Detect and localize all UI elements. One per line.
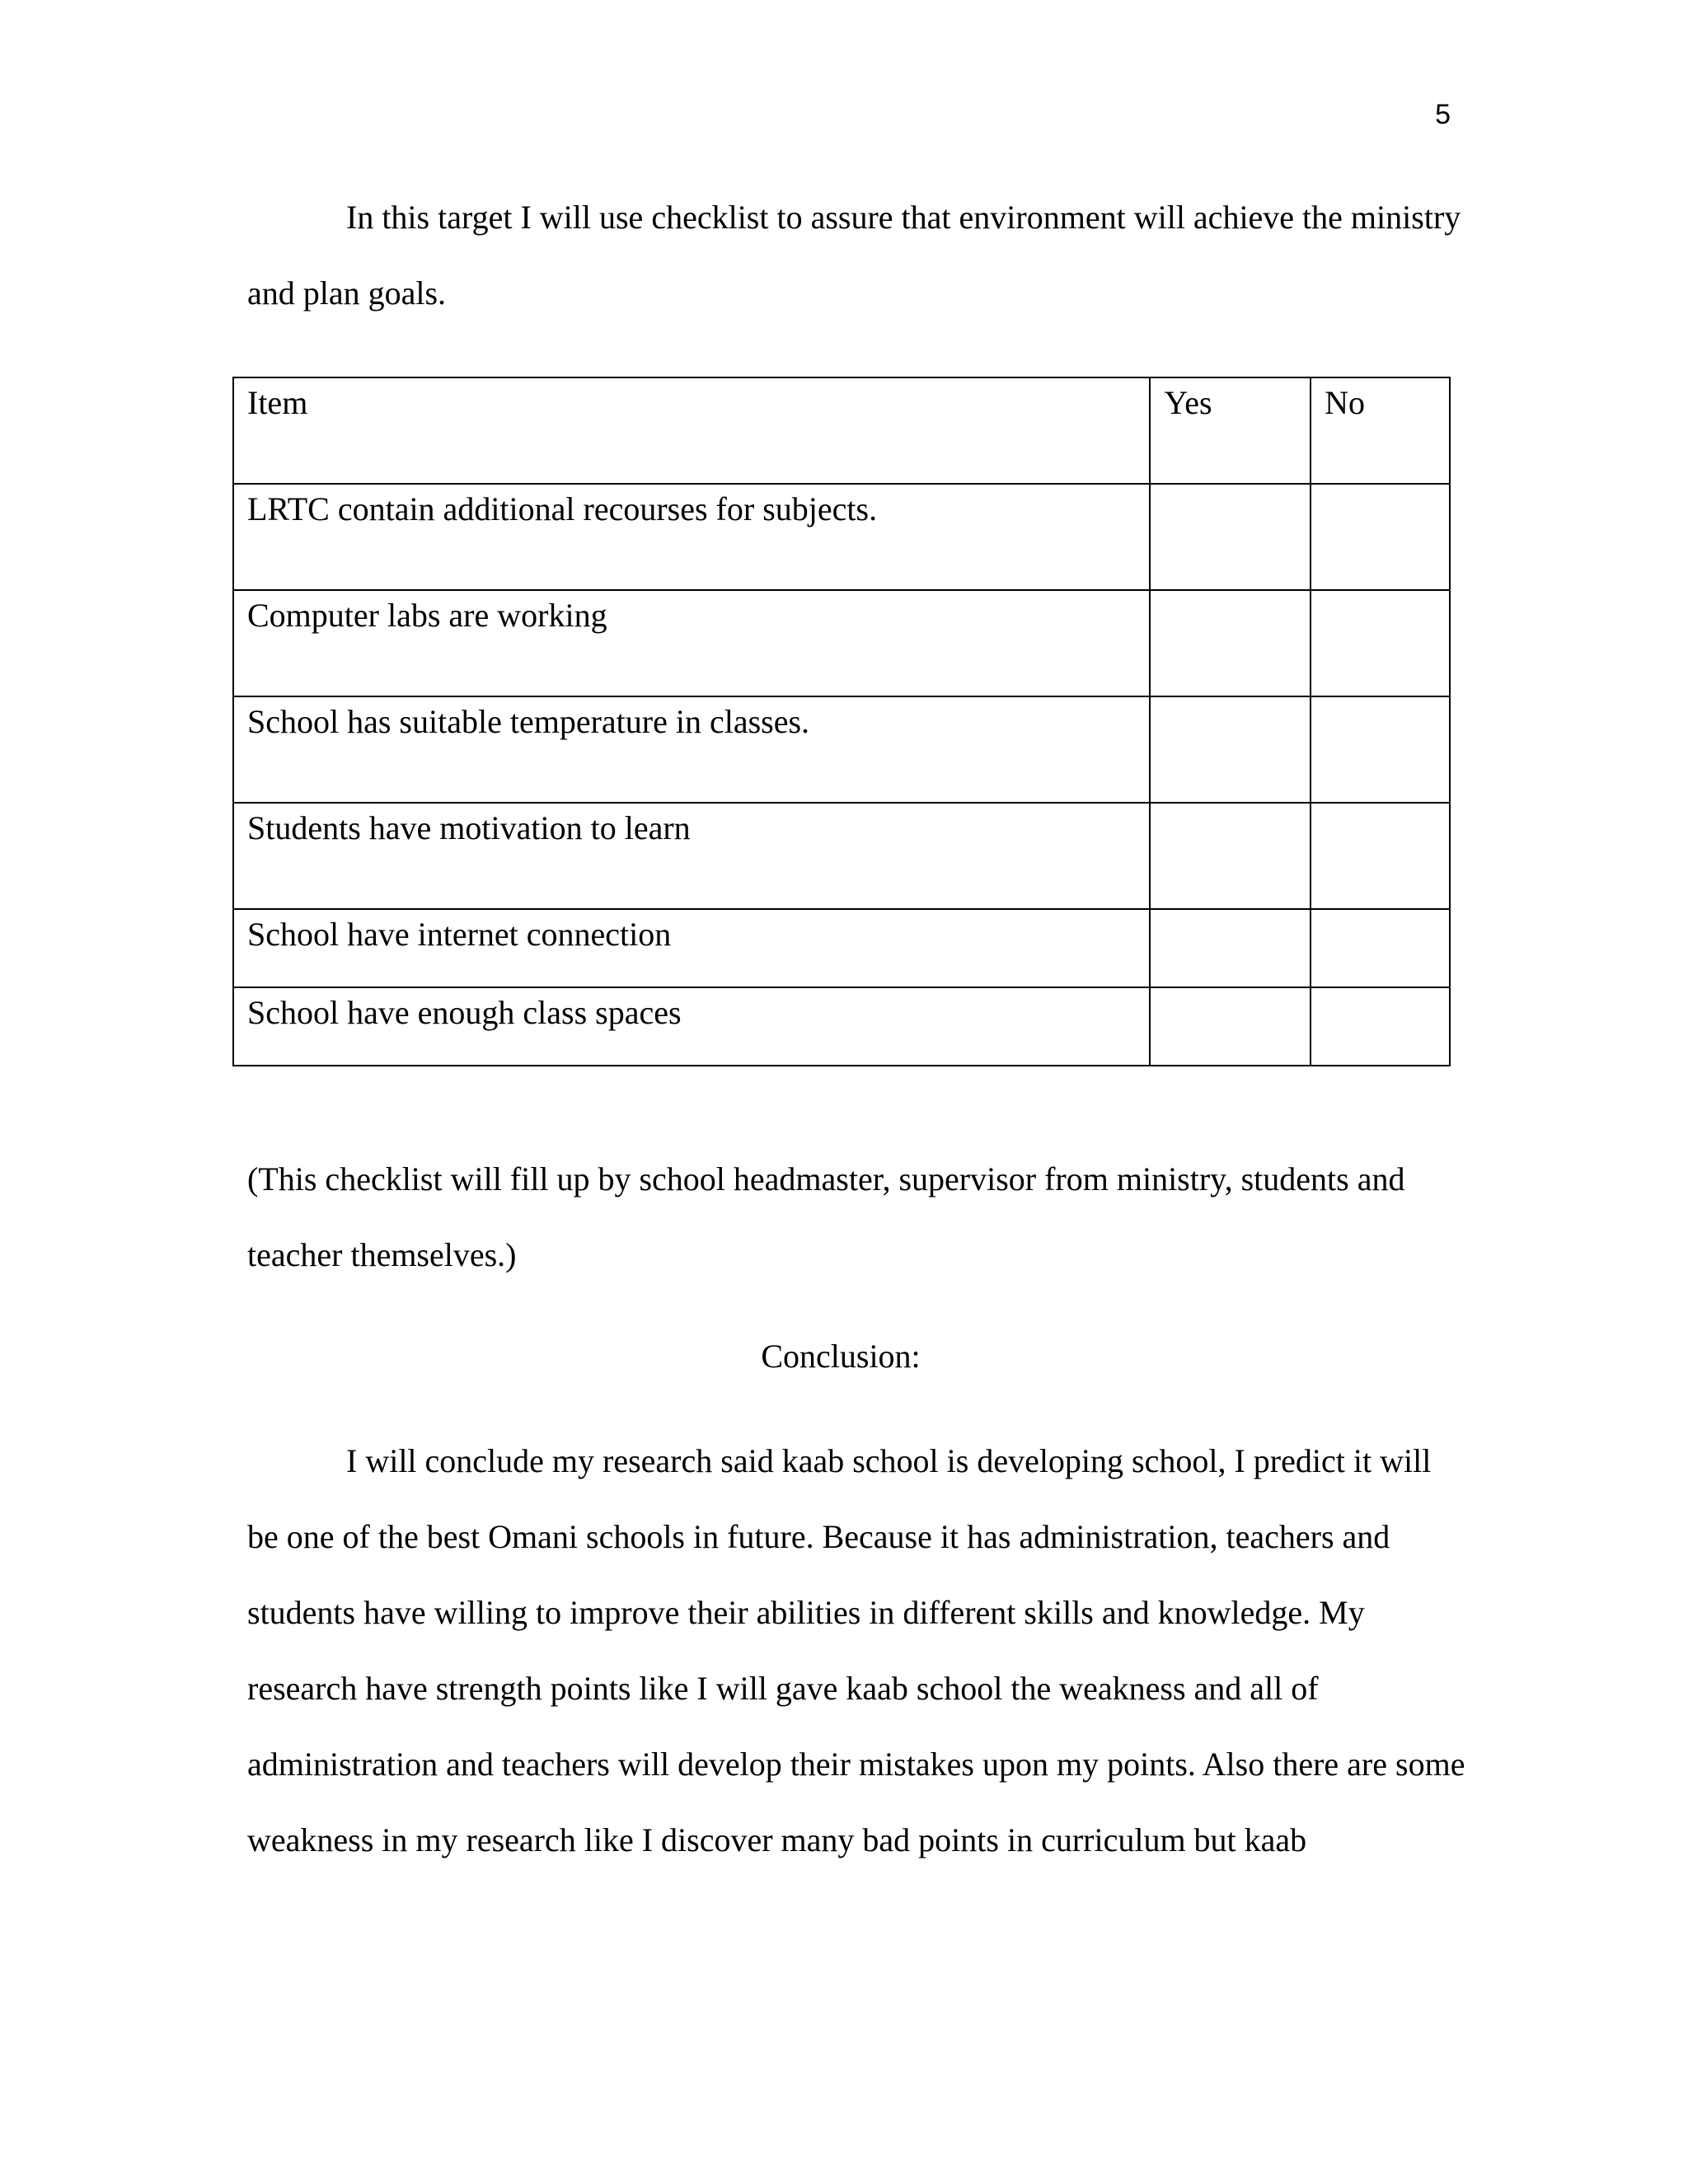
header-yes: Yes [1150,377,1311,484]
intro-paragraph: In this target I will use checklist to assure that environment will achieve the ministry and plan goals. [247,199,1461,312]
checklist-note: (This checklist will fill up by school headmaster, supervisor from ministry, students and teacher themselves.) [247,1160,1405,1273]
table-row [233,484,1450,590]
table-row [233,590,1450,696]
table-row [233,803,1450,909]
row-item-cell: LRTC contain additional recourses for subjects. [233,484,1150,590]
conclusion-paragraph: I will conclude my research said kaab school is developing school, I predict it will be one of the best Omani schools in future. Because it has administration, teachers and students have willing to improve their abilities in different skills and knowledge. My research have strength points like I will gave kaab school the weakness and all of administration and teachers will develop their mistakes upon my points. Also there are some weakness in my research like I discover many bad points in curriculum but kaab [247,1442,1465,1858]
row-no-cell [1311,696,1450,803]
checklist-table [232,377,1451,1066]
row-no-cell [1311,590,1450,696]
conclusion-heading: Conclusion: [761,1338,921,1375]
row-item-cell: Computer labs are working [233,590,1150,696]
row-no-cell [1311,909,1450,987]
row-item-cell: School has suitable temperature in classes. [233,696,1150,803]
row-item-cell: School have internet connection [233,909,1150,987]
row-yes-cell [1150,909,1311,987]
table-row [233,909,1450,987]
table-row [233,987,1450,1066]
row-item-cell: School have enough class spaces [233,987,1150,1066]
row-yes-cell [1150,484,1311,590]
row-no-cell [1311,484,1450,590]
header-item: Item [233,377,1150,484]
table-row [233,696,1450,803]
row-no-cell [1311,803,1450,909]
row-yes-cell [1150,590,1311,696]
row-no-cell [1311,987,1450,1066]
page-number: 5 [1435,99,1451,130]
row-yes-cell [1150,696,1311,803]
row-yes-cell [1150,803,1311,909]
table-header-row [233,377,1450,484]
header-no: No [1311,377,1450,484]
row-item-cell: Students have motivation to learn [233,803,1150,909]
row-yes-cell [1150,987,1311,1066]
